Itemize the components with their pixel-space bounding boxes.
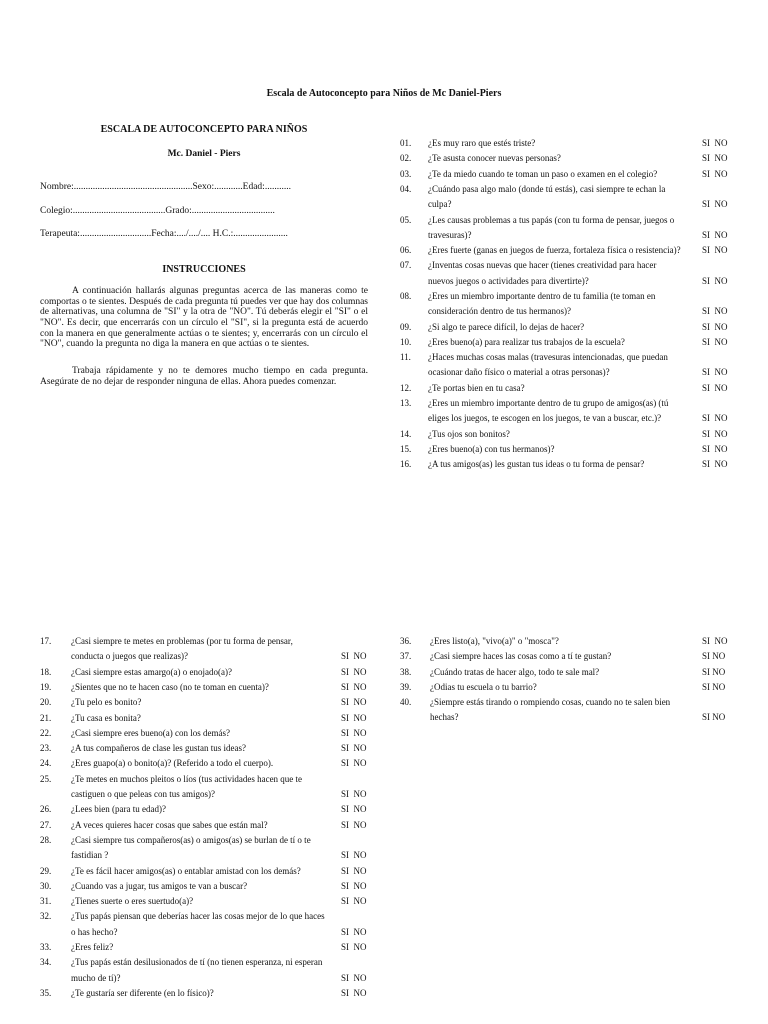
question-item [40,711,381,726]
question-text-line: ¿Tus papás piensan que deberías hacer las cosas mejor de lo que haces [71,911,325,922]
question-text-line: ¿Eres listo(a), "vivo(a)" o "mosca"? [430,636,559,646]
question-item [40,864,381,879]
question-text [428,350,690,381]
question-text [428,442,690,457]
answer-options[interactable]: SI NO [702,321,728,332]
question-text [71,695,337,710]
form-title: ESCALA DE AUTOCONCEPTO PARA NIÑOS [100,124,308,135]
question-text [428,167,690,182]
answer-options[interactable]: SI NO [702,413,728,424]
question-number: 40. [400,697,412,708]
question-item [400,320,742,335]
instructions-paragraph-2: Trabaja rápidamente y no te demores mucho tiempo en cada pregunta. Asegúrate de no dejar de responder ninguna de ellas. Ahora puedes comenzar. [40,366,368,387]
question-text [428,182,690,213]
question-text-line: ¿Eres feliz? [71,942,114,952]
answer-options[interactable]: SI NO [702,336,728,347]
question-item [400,243,742,258]
answer-options[interactable]: SI NO [341,666,367,677]
question-text-line: ¿Te gustaría ser diferente (en lo físico)? [71,987,214,998]
question-text [71,802,337,817]
question-number: 10. [400,336,412,347]
question-text [71,894,337,909]
question-text [71,864,337,879]
question-text [71,726,337,741]
question-text-line: ¿A veces quieres hacer cosas que sabes que están mal? [71,819,268,830]
question-item [40,955,381,986]
question-text-line: ¿Te portas bien en tu casa? [428,382,525,393]
question-text-line: ¿Casi siempre eres bueno(a) con los demás? [71,727,230,738]
answer-options[interactable]: SI NO [702,428,728,439]
question-item [40,802,381,817]
question-number: 38. [400,666,412,677]
question-item [400,680,742,695]
question-item [400,457,742,472]
question-number: 14. [400,428,412,439]
question-text-line: ¿Tienes suerte o eres suertudo(a)? [71,896,194,907]
question-text-line: ¿Eres bueno(a) con tus hermanos)? [428,444,555,454]
question-text-line: ¿Tus papás están desilusionados de tí (no tienen esperanza, ni esperan [71,957,323,968]
question-item [400,335,742,350]
question-number: 32. [40,911,52,922]
question-text-line: ¿Inventas cosas nuevas que hacer (tienes creatividad para hacer [428,260,657,271]
question-text-line: ¿Casi siempre haces las cosas como a tí te gustan? [430,651,612,662]
question-text-line: ¿A tus compañeros de clase les gustan tus ideas? [71,743,246,754]
question-item [40,818,381,833]
answer-options[interactable]: SI NO [341,712,367,723]
question-text-line: ¿Te asusta conocer nuevas personas? [428,153,561,164]
question-text-line: ¿Siempre estás tirando o rompiendo cosas, cuando no te salen bien [430,697,671,708]
question-number: 18. [40,666,52,677]
question-number: 16. [400,459,412,470]
question-number: 34. [40,957,52,968]
question-text [71,986,337,1001]
question-item [40,756,381,771]
question-item [400,182,742,213]
question-text-line: ¿Les causas problemas a tus papás (con tu forma de pensar, juegos o [428,214,675,225]
question-text-line: ¿Tu casa es bonita? [71,712,141,723]
question-text-line: ¿Te da miedo cuando te toman un paso o examen en el colegio? [428,168,658,179]
answer-options[interactable]: SI NO [341,926,367,937]
question-text [71,756,337,771]
question-item [400,665,742,680]
question-item [400,442,742,457]
answer-options[interactable]: SI NO [702,681,726,692]
question-text [430,634,696,649]
question-item [400,151,742,166]
question-item [40,986,381,1001]
question-number: 22. [40,727,52,738]
question-text-line: nuevos juegos o actividades para divertirte)? [428,275,589,286]
question-text-line: fastidian ? [71,850,109,861]
question-number: 23. [40,743,52,754]
answer-options[interactable]: SI NO [702,712,726,723]
answer-options[interactable]: SI NO [341,681,367,692]
question-text-line: ¿Tus ojos son bonitos? [428,428,510,439]
question-item [40,680,381,695]
question-text [430,695,696,726]
question-item [40,940,381,955]
answer-options[interactable]: SI NO [341,850,367,861]
answer-options[interactable]: SI NO [341,865,367,876]
answer-options[interactable]: SI NO [702,666,726,677]
question-number: 11. [400,352,411,363]
question-text-line: ¿Te es fácil hacer amigos(as) o entablar amistad con los demás? [71,865,301,876]
answer-options[interactable]: SI NO [341,727,367,738]
question-number: 15. [400,444,412,454]
answer-options[interactable]: SI NO [702,367,728,378]
question-number: 39. [400,681,412,692]
answer-options[interactable]: SI NO [341,942,367,952]
answer-options[interactable]: SI NO [341,697,367,708]
question-item [40,726,381,741]
question-item [40,894,381,909]
question-item [400,695,742,726]
question-item [400,350,742,381]
question-text-line: hechas? [430,712,459,723]
question-item [40,665,381,680]
answer-options[interactable]: SI NO [341,758,367,769]
question-text [428,151,690,166]
question-item [400,649,742,664]
question-text [71,634,337,665]
question-text [430,680,696,695]
answer-options[interactable]: SI NO [702,459,728,470]
question-number: 03. [400,168,412,179]
answer-options[interactable]: SI NO [341,987,367,998]
question-text-line: ¿A tus amigos(as) les gustan tus ideas o tu forma de pensar? [428,459,645,470]
question-item [40,879,381,894]
answer-options[interactable]: SI NO [702,636,728,646]
question-item [40,909,381,940]
question-number: 36. [400,636,412,646]
question-text-line: ¿Es muy raro que estés triste? [428,138,536,148]
question-text [428,289,690,320]
answer-options[interactable]: SI NO [702,199,728,210]
field-terapeuta: Terapeuta:..............................Fecha:..../..../.... H.C.:....................... [40,229,288,239]
question-item [400,634,742,649]
question-text-line: ¿Eres fuerte (ganas en juegos de fuerza, fortaleza física o resistencia)? [428,245,681,256]
question-text [71,772,337,803]
question-text [71,955,337,986]
answer-options[interactable]: SI NO [341,743,367,754]
question-number: 33. [40,942,52,952]
question-text [71,665,337,680]
question-text-line: o has hecho? [71,926,118,937]
answer-options[interactable]: SI NO [702,138,728,148]
instructions-heading: INSTRUCCIONES [162,264,246,275]
answer-options[interactable]: SI NO [341,788,367,799]
question-text-line: mucho de tí)? [71,972,121,983]
question-number: 13. [400,398,412,409]
question-number: 07. [400,260,412,271]
question-number: 29. [40,865,52,876]
question-text [428,258,690,289]
question-number: 12. [400,382,412,393]
question-text [428,213,690,244]
question-text-line: ¿Odias tu escuela o tu barrio? [430,681,537,692]
answer-options[interactable]: SI NO [341,880,367,891]
document-title: Escala de Autoconcepto para Niños de Mc Daniel-Piers [266,88,502,99]
question-text [428,136,690,151]
question-number: 27. [40,819,52,830]
question-number: 20. [40,697,52,708]
question-text-line: ¿Lees bien (para tu edad)? [71,804,166,815]
question-text-line: ¿Sientes que no te hacen caso (no te toman en cuenta)? [71,681,269,692]
answer-options[interactable]: SI NO [702,229,728,240]
question-item [400,381,742,396]
question-text [428,381,690,396]
question-item [400,167,742,182]
question-text-line: ¿Si algo te parece difícil, lo dejas de hacer? [428,321,585,332]
question-text [428,320,690,335]
answer-options[interactable]: SI NO [702,168,728,179]
question-text-line: ¿Cuándo pasa algo malo (donde tú estás), casi siempre te echan la [428,183,666,194]
question-number: 35. [40,987,52,998]
question-text-line: travesuras)? [428,229,472,240]
question-text [428,427,690,442]
question-text-line: ¿Casi siempre tus compañeros(as) o amigos(as) se burlan de tí o te [71,834,311,845]
answer-options[interactable]: SI NO [702,275,728,286]
question-text [71,909,337,940]
question-number: 17. [40,636,52,646]
question-text-line: ¿Eres guapo(a) o bonito(a)? (Referido a todo el cuerpo). [71,758,274,769]
question-number: 08. [400,291,412,301]
answer-options[interactable]: SI NO [341,972,367,983]
question-text [71,879,337,894]
question-item [40,695,381,710]
question-number: 37. [400,651,412,662]
question-text [71,818,337,833]
answer-options[interactable]: SI NO [702,444,728,454]
answer-options[interactable]: SI NO [702,153,728,164]
form-author: Mc. Daniel - Piers [167,149,241,159]
question-text-line: eliges los juegos, te escogen en los juegos, te van a buscar, etc.)? [428,413,662,424]
question-text-line: ¿Cuándo tratas de hacer algo, todo te sale mal? [430,666,600,677]
answer-options[interactable]: SI NO [702,245,728,256]
question-text-line: ¿Casi siempre te metes en problemas (por tu forma de pensar, [71,636,293,646]
question-number: 28. [40,834,52,845]
question-text-line: ¿Casi siempre estas amargo(a) o enojado(a)? [71,666,233,677]
question-item [400,427,742,442]
question-text-line: culpa? [428,199,452,210]
question-text [428,243,690,258]
question-number: 31. [40,896,52,907]
question-text [428,457,690,472]
question-text [71,940,337,955]
question-item [40,741,381,756]
question-item [40,634,381,665]
question-text [430,665,696,680]
question-number: 04. [400,183,412,194]
question-number: 30. [40,880,52,891]
question-text [71,680,337,695]
question-number: 05. [400,214,412,225]
question-text-line: ocasionar daño físico o material a otras personas)? [428,367,610,378]
question-number: 26. [40,804,52,815]
question-number: 19. [40,681,52,692]
question-text [428,396,690,427]
question-text [428,335,690,350]
question-text-line: castiguen o que peleas con tus amigos)? [71,788,215,799]
answer-options[interactable]: SI NO [341,651,367,662]
question-text [71,711,337,726]
question-text-line: ¿Cuando vas a jugar, tus amigos te van a buscar? [71,880,248,891]
question-item [400,289,742,320]
question-text-line: conducta o juegos que realizas)? [71,651,188,662]
question-text-line: ¿Haces muchas cosas malas (travesuras intencionadas, que puedan [428,352,668,363]
field-nombre: Nombre:..................................................Sexo:............Edad:........... [40,182,291,192]
question-item [400,213,742,244]
question-text-line: ¿Eres bueno(a) para realizar tus trabajos de la escuela? [428,336,625,347]
question-text-line: ¿Eres un miembro importante dentro de tu familia (te toman en [428,291,656,301]
question-number: 09. [400,321,412,332]
question-number: 24. [40,758,52,769]
question-item [400,136,742,151]
field-colegio: Colegio:.......................................Grado:................................... [40,206,275,216]
answer-options[interactable]: SI NO [341,896,367,907]
question-text [71,833,337,864]
question-text [71,741,337,756]
question-text-line: ¿Tu pelo es bonito? [71,697,142,708]
answer-options[interactable]: SI NO [702,651,726,662]
question-number: 01. [400,138,412,148]
question-item [400,258,742,289]
answer-options[interactable]: SI NO [341,819,367,830]
question-item [40,772,381,803]
question-number: 21. [40,712,52,723]
question-number: 25. [40,773,52,784]
question-number: 06. [400,245,412,256]
question-item [400,396,742,427]
question-text-line: consideración dentro de tus hermanos)? [428,306,571,317]
answer-options[interactable]: SI NO [702,382,728,393]
question-number: 02. [400,153,412,164]
answer-options[interactable]: SI NO [702,306,728,317]
answer-options[interactable]: SI NO [341,804,367,815]
question-text-line: ¿Eres un miembro importante dentro de tu grupo de amigos(as) (tú [428,398,669,409]
question-text [430,649,696,664]
question-item [40,833,381,864]
question-text-line: ¿Te metes en muchos pleitos o líos (tus actividades hacen que te [71,773,303,784]
instructions-paragraph-1: A continuación hallarás algunas preguntas acerca de las maneras como te comportas o te sientes. Después de cada pregunta tú puedes ver que hay dos columnas de alternativas, una columna de "SI" y la otra de "NO". Tú deberás elegir el "SI" o el "NO". Es decir, que encerrarás con un círculo el "SI", si la pregunta está de acuerdo con la manera en que generalmente actúas o te sientes; y, encerrarás con un círculo el "NO", cuando la pregunta no diga la manera en que actúas o te sientes. [40,286,368,350]
